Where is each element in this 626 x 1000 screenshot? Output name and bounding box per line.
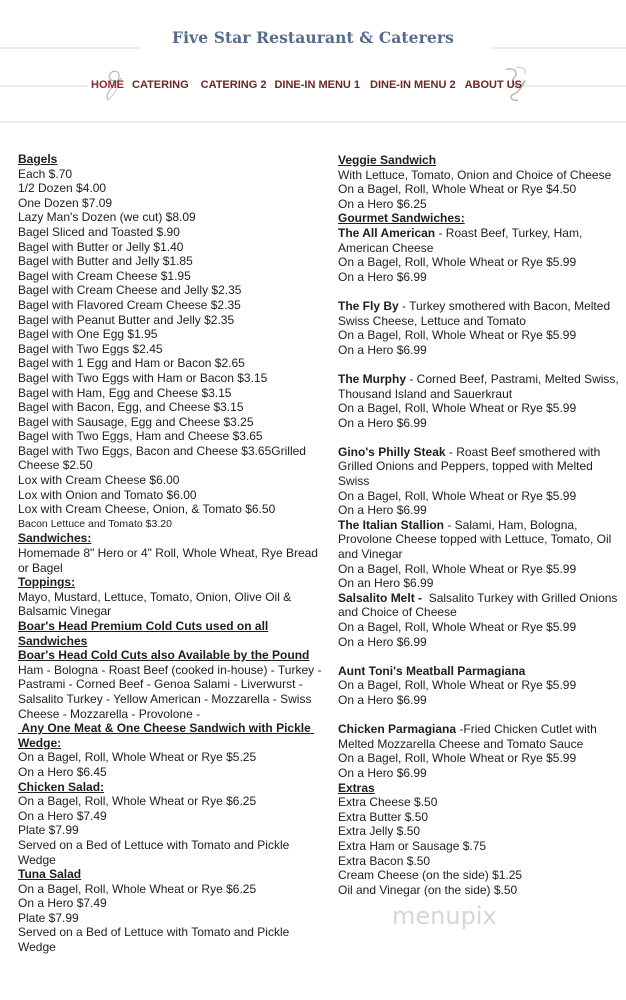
section-heading-extras: Extras <box>338 780 375 795</box>
menu-item: On a Bagel, Roll, Whole Wheat or Rye $4.50 <box>338 182 577 197</box>
gourmet-item-italian-stallion <box>338 518 626 591</box>
menu-item: Each $.70 <box>18 166 73 181</box>
item-price: On a Bagel, Roll, Whole Wheat or Rye $5.99 <box>338 488 577 503</box>
section-heading-toppings: Toppings: <box>18 575 76 590</box>
item-desc: - Salami, Ham, Bologna, Provolone Cheese topped with Lettuce, Tomato, Oil and Vinegar <box>338 517 612 562</box>
menu-item: Bagel with Two Eggs, Bacon and Cheese $3.65Grilled Cheese $2.50 <box>18 443 306 473</box>
item-price: On a Bagel, Roll, Whole Wheat or Rye $5.99 <box>338 678 577 693</box>
left-column <box>18 152 323 955</box>
nav-dine-in-menu-1[interactable]: DINE-IN MENU 1 <box>274 79 361 91</box>
item-desc: Salsalito Turkey with Grilled Onions and Choice of Cheese <box>338 590 618 620</box>
menu-item: Lox with Cream Cheese, Onion, & Tomato $6.50 <box>18 502 276 517</box>
menu-item: Lox with Onion and Tomato $6.00 <box>18 487 197 502</box>
nav-about-us[interactable]: ABOUT US <box>464 79 523 91</box>
gourmet-item-fly-by <box>338 299 626 357</box>
item-price: On a Hero $6.99 <box>338 269 427 284</box>
item-name: Salsalito Melt - <box>338 590 426 605</box>
section-heading-gourmet: Gourmet Sandwiches: <box>338 211 465 226</box>
menu-item: 1/2 Dozen $4.00 <box>18 181 107 196</box>
menu-item: One Dozen $7.09 <box>18 195 113 210</box>
section-heading-boars-head-premium: Boar's Head Premium Cold Cuts used on all Sandwiches <box>18 619 269 648</box>
item-name: The Italian Stallion <box>338 517 445 532</box>
item-price: On a Hero $6.99 <box>338 765 427 780</box>
item-desc: - Roast Beef smothered with Grilled Onions and Peppers, topped with Melted Swiss <box>338 444 601 489</box>
item-price: On a Bagel, Roll, Whole Wheat or Rye $5.99 <box>338 328 577 343</box>
sandwiches-description: Homemade 8" Hero or 4" Roll, Whole Wheat, Rye Bread or Bagel <box>18 546 318 575</box>
toppings-description: Mayo, Mustard, Lettuce, Tomato, Onion, Olive Oil & Balsamic Vinegar <box>18 589 292 619</box>
header-rule-bottom <box>0 121 626 123</box>
item-price: On a Bagel, Roll, Whole Wheat or Rye $5.99 <box>338 620 577 634</box>
menu-item: Bagel with Flavored Cream Cheese $2.35 <box>18 297 241 312</box>
menu-item: Bagel with Peanut Butter and Jelly $2.35 <box>18 312 235 327</box>
menu-item: Bagel with Bacon, Egg, and Cheese $3.15 <box>18 400 244 415</box>
section-heading-sandwiches: Sandwiches: <box>18 531 92 546</box>
menu-item: Oil and Vinegar (on the side) $.50 <box>338 882 518 897</box>
item-name: Gino's Philly Steak <box>338 444 446 459</box>
menu-item: Extra Ham or Sausage $.75 <box>338 838 487 853</box>
menu-item: On a Bagel, Roll, Whole Wheat or Rye $6.25 <box>18 881 257 896</box>
item-price: On a Hero $6.99 <box>338 692 427 707</box>
cold-cuts-list: Ham - Bologna - Roast Beef (cooked in-house) - Turkey - Pastrami - Corned Beef - Genoa Salami - Liverwurst - Salsalito Turkey - Yellow American - Mozzarella - Swiss Cheese - Mozzarella - Provolone - <box>18 662 322 721</box>
item-name: Chicken Parmagiana <box>338 722 457 737</box>
right-column <box>338 153 626 897</box>
menu-item: Plate $7.99 <box>18 823 79 838</box>
menu-item: Bagel with Ham, Egg and Cheese $3.15 <box>18 385 232 400</box>
item-name: The All American <box>338 225 436 240</box>
menu-item: Cream Cheese (on the side) $1.25 <box>338 868 523 883</box>
section-heading-boars-head-pound: Boar's Head Cold Cuts also Available by the Pound <box>18 648 310 663</box>
menu-item: Bagel with Butter and Jelly $1.85 <box>18 254 193 269</box>
menu-item: Served on a Bed of Lettuce with Tomato and Pickle Wedge <box>18 925 290 955</box>
menu-item: Extra Bacon $.50 <box>338 853 431 868</box>
gourmet-item-meatball-parm <box>338 664 626 708</box>
menu-item: Bagel with Two Eggs, Ham and Cheese $3.65 <box>18 429 263 444</box>
menu-item: Served on a Bed of Lettuce with Tomato and Pickle Wedge <box>18 837 290 867</box>
main-nav <box>90 79 522 93</box>
menu-item: On a Hero $6.45 <box>18 764 107 779</box>
section-heading-meat-cheese: Any One Meat & One Cheese Sandwich with Pickle Wedge: <box>18 721 315 750</box>
menu-item: On a Hero $7.49 <box>18 808 107 823</box>
menu-item: Bagel Sliced and Toasted $.90 <box>18 224 180 239</box>
item-price: On a Bagel, Roll, Whole Wheat or Rye $5.99 <box>338 401 577 416</box>
menu-item: Bagel with Cream Cheese and Jelly $2.35 <box>18 283 242 298</box>
item-name: The Murphy <box>338 371 406 386</box>
menu-item: On a Bagel, Roll, Whole Wheat or Rye $6.25 <box>18 794 257 809</box>
gourmet-item-salsalito-melt <box>338 591 626 649</box>
menu-item-blt: Bacon Lettuce and Tomato $3.20 <box>18 517 172 530</box>
item-price: On an Hero $6.99 <box>338 576 434 591</box>
menu-item: With Lettuce, Tomato, Onion and Choice of Cheese <box>338 167 612 182</box>
menu-item: Lox with Cream Cheese $6.00 <box>18 473 180 488</box>
item-price: On a Bagel, Roll, Whole Wheat or Rye $5.99 <box>338 751 577 766</box>
menu-item: Bagel with Butter or Jelly $1.40 <box>18 239 184 254</box>
menu-item: Plate $7.99 <box>18 910 79 925</box>
item-price: On a Bagel, Roll, Whole Wheat or Rye $5.99 <box>338 561 577 576</box>
gourmet-item-murphy <box>338 372 626 430</box>
item-price: On a Hero $6.99 <box>338 634 427 649</box>
section-heading-chicken-salad: Chicken Salad: <box>18 779 105 794</box>
menu-item: Extra Jelly $.50 <box>338 824 421 839</box>
menu-item: On a Hero $7.49 <box>18 896 107 911</box>
item-desc: -Fried Chicken Cutlet with Melted Mozzarella Cheese and Tomato Sauce <box>338 722 597 751</box>
item-name: The Fly By <box>338 298 399 313</box>
menu-item: Bagel with Cream Cheese $1.95 <box>18 268 191 283</box>
item-price: On a Bagel, Roll, Whole Wheat or Rye $5.99 <box>338 255 577 270</box>
menu-item: Bagel with Two Eggs $2.45 <box>18 341 163 356</box>
menu-item: Extra Cheese $.50 <box>338 795 438 810</box>
item-name: Aunt Toni's Meatball Parmagiana <box>338 663 526 678</box>
section-heading-bagels: Bagels <box>18 152 58 166</box>
menupix-watermark: menupix <box>392 902 497 930</box>
gourmet-item-all-american <box>338 226 626 284</box>
nav-home[interactable]: HOME <box>91 79 124 91</box>
gourmet-item-chicken-parm <box>338 722 626 780</box>
gourmet-item-philly-steak <box>338 445 626 518</box>
menu-item: Bagel with One Egg $1.95 <box>18 327 158 342</box>
nav-catering[interactable]: CATERING <box>132 79 189 91</box>
item-desc: - Roast Beef, Turkey, Ham, American Cheese <box>338 225 583 255</box>
menu-item: Bagel with Sausage, Egg and Cheese $3.25 <box>18 414 254 429</box>
menu-item: Lazy Man's Dozen (we cut) $8.09 <box>18 210 196 225</box>
menu-item: Bagel with 1 Egg and Ham or Bacon $2.65 <box>18 356 245 371</box>
section-heading-veggie: Veggie Sandwich <box>338 153 437 167</box>
item-price: On a Hero $6.99 <box>338 415 427 430</box>
section-heading-tuna-salad: Tuna Salad <box>18 867 82 882</box>
site-title: Five Star Restaurant & Caterers <box>172 28 454 47</box>
menu-item: Bagel with Two Eggs with Ham or Bacon $3.15 <box>18 370 268 385</box>
item-desc: - Turkey smothered with Bacon, Melted Swiss Cheese, Lettuce and Tomato <box>338 298 611 328</box>
item-desc: - Corned Beef, Pastrami, Melted Swiss, Thousand Island and Sauerkraut <box>338 371 619 401</box>
nav-catering-2[interactable]: CATERING 2 <box>200 79 267 91</box>
nav-dine-in-menu-2[interactable]: DINE-IN MENU 2 <box>370 79 456 91</box>
item-price: On a Hero $6.99 <box>338 342 427 357</box>
menu-item: On a Hero $6.25 <box>338 196 427 211</box>
menu-item: Extra Butter $.50 <box>338 809 429 824</box>
item-price: On a Hero $6.99 <box>338 503 427 518</box>
menu-item: On a Bagel, Roll, Whole Wheat or Rye $5.25 <box>18 750 257 765</box>
